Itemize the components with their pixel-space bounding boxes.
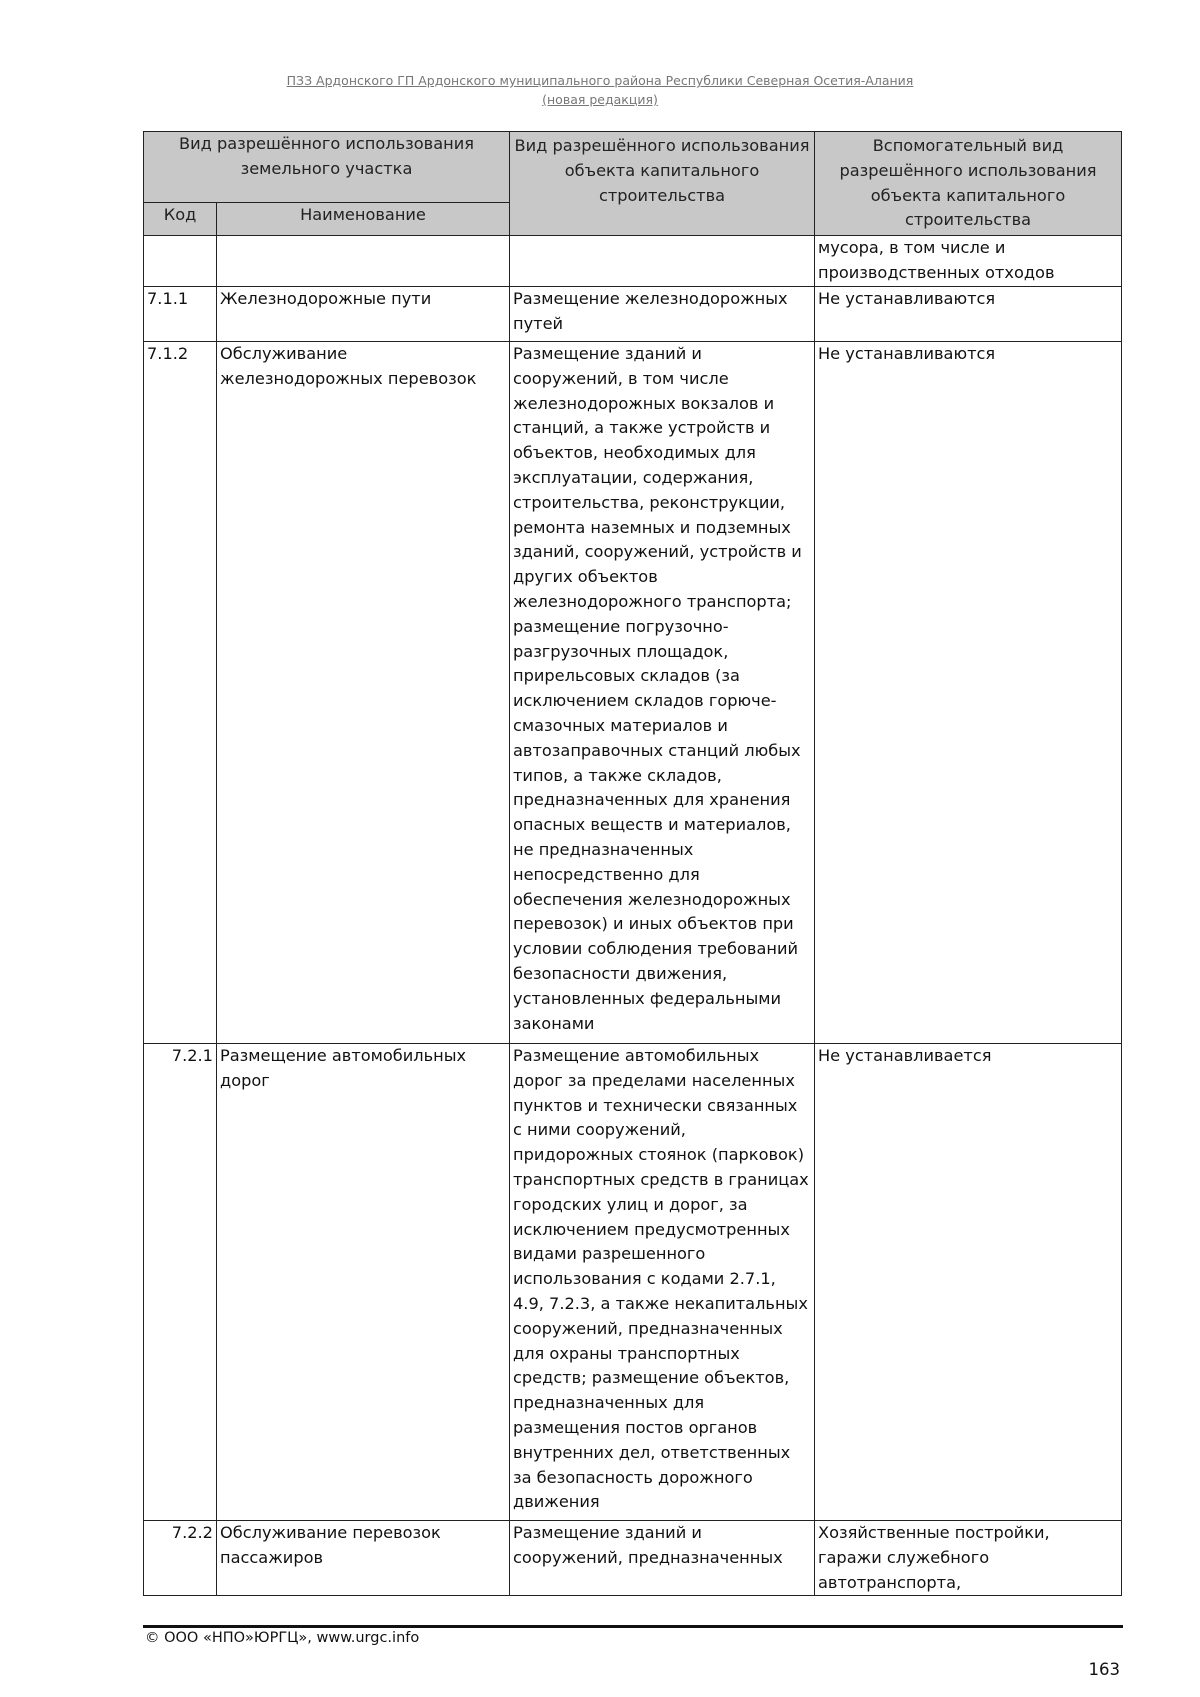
row-main-use bbox=[510, 236, 815, 287]
row-main-use: Размещение автомобильных дорог за пределами населенных пунктов и технически связанных с ними сооружений, придорожных стоянок (парковок) транспортных средств в границах городских улиц и дорог, за исключением предусмотренных видами разрешенного использования с кодами 2.7.1, 4.9, 7.2.3, а также некапитальных сооружений, предназначенных для охраны транспортных средств; размещение объектов, предназначенных для размещения постов органов внутренних дел, ответственных за безопасность дорожного движения bbox=[510, 1044, 815, 1521]
row-main-use: Размещение зданий и сооружений, в том числе железнодорожных вокзалов и станций, а также устройств и объектов, необходимых для эксплуатации, содержания, строительства, реконструкции, ремонта наземных и подземных зданий, сооружений, устройств и других объектов железнодорожного транспорта; размещение погрузочно-разгрузочных площадок, прирельсовых складов (за исключением складов горюче-смазочных материалов и автозаправочных станций любых типов, а также складов, предназначенных для хранения опасных веществ и материалов, не предназначенных непосредственно для обеспечения железнодорожных перевозок) и иных объектов при условии соблюдения требований безопасности движения, установленных федеральными законами bbox=[510, 342, 815, 1044]
page-number: 163 bbox=[1088, 1660, 1120, 1679]
row-aux-use: Не устанавливаются bbox=[815, 342, 1122, 1044]
row-code: 7.2.1 bbox=[144, 1044, 217, 1521]
row-code: 7.1.2 bbox=[144, 342, 217, 1044]
row-aux-use: Хозяйственные постройки, гаражи служебного автотранспорта, bbox=[815, 1521, 1122, 1596]
row-code: 7.1.1 bbox=[144, 287, 217, 342]
row-main-use: Размещение железнодорожных путей bbox=[510, 287, 815, 342]
footer-divider bbox=[143, 1625, 1123, 1628]
row-code: 7.2.2 bbox=[144, 1521, 217, 1596]
footer-copyright: © ООО «НПО»ЮРГЦ», www.urgc.info bbox=[145, 1630, 420, 1646]
row-name: Обслуживание железнодорожных перевозок bbox=[217, 342, 510, 1044]
table-row bbox=[144, 342, 1122, 1044]
row-aux-use: Не устанавливается bbox=[815, 1044, 1122, 1521]
row-code bbox=[144, 236, 217, 287]
header-capital-use: Вид разрешённого использования объекта капитального строительства bbox=[510, 132, 815, 236]
row-name: Размещение автомобильных дорог bbox=[217, 1044, 510, 1521]
row-aux-use: мусора, в том числе и производственных отходов bbox=[815, 236, 1122, 287]
table-row bbox=[144, 1521, 1122, 1596]
header-name: Наименование bbox=[217, 203, 510, 236]
land-use-table bbox=[143, 131, 1122, 1596]
row-main-use: Размещение зданий и сооружений, предназначенных bbox=[510, 1521, 815, 1596]
document-header bbox=[180, 71, 1020, 109]
header-title: ПЗЗ Ардонского ГП Ардонского муниципального района Республики Северная Осетия-Алания bbox=[286, 73, 914, 88]
header-aux-use: Вспомогательный вид разрешённого использования объекта капитального строительства bbox=[815, 132, 1122, 236]
table-row bbox=[144, 1044, 1122, 1521]
header-land-use: Вид разрешённого использования земельного участка bbox=[144, 132, 510, 203]
row-name bbox=[217, 236, 510, 287]
row-name: Железнодорожные пути bbox=[217, 287, 510, 342]
header-subtitle: (новая редакция) bbox=[542, 92, 658, 107]
row-aux-use: Не устанавливаются bbox=[815, 287, 1122, 342]
table-row bbox=[144, 287, 1122, 342]
table-row bbox=[144, 236, 1122, 287]
header-code: Код bbox=[144, 203, 217, 236]
row-name: Обслуживание перевозок пассажиров bbox=[217, 1521, 510, 1596]
